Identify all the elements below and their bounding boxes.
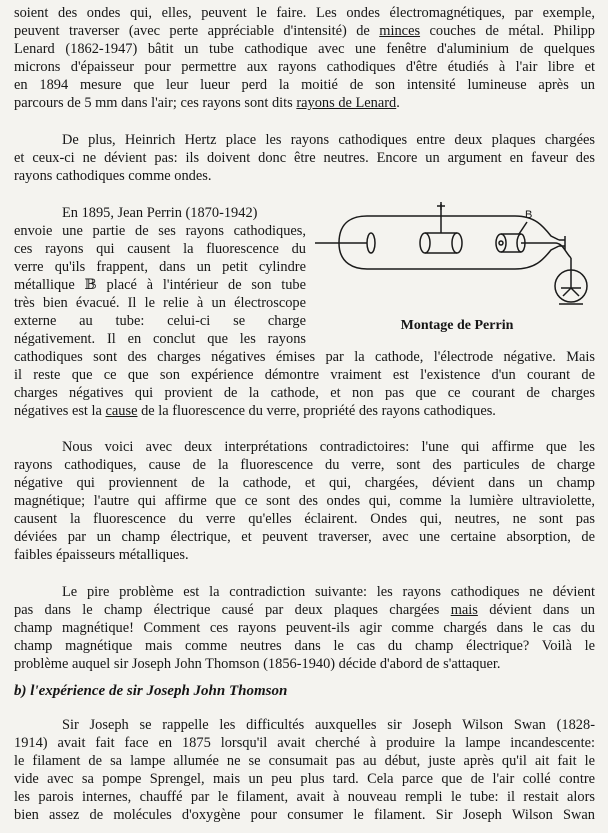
text-line: très bien évacué. Il le relie à un électroscope [14, 295, 306, 311]
text-line: le filament de sa lampe allumée ne se consumait pas au début, juste après qu'il ait fait le [14, 753, 595, 769]
text-line: verre qu'ils frappent, dans un petit cylindre [14, 259, 306, 275]
text-line: vide avec sa pompe Sprengel, mais un peu plus tard. Cela parce que de l'air collé contre [14, 771, 595, 787]
text-line: magnétique; l'autre qui affirme que ce sont des ondes qui, comme la lumière ultraviolette, [14, 493, 595, 509]
perrin-apparatus-figure [315, 202, 599, 334]
text-line: externe au tube: celui-ci se charge [14, 313, 306, 329]
text-line: ces rayons qui causent la fluorescence du [14, 241, 306, 257]
text-line: Le pire problème est la contradiction suivante: les rayons cathodiques ne dévient [62, 584, 595, 600]
text-line: microns d'épaisseur pour permettre aux rayons cathodiques d'être étudiés à l'air libre et [14, 59, 595, 75]
text-line: parcours de 5 mm dans l'air; ces rayons sont dits rayons de Lenard. [14, 95, 400, 111]
text-line: champ magnétique mais comme neutres dans le cas du champ électrique? Voilà le [14, 638, 595, 654]
text-line: envoie une partie de ses rayons cathodiques, [14, 223, 306, 239]
perrin-tube-diagram [315, 202, 599, 314]
label-b: B [525, 209, 533, 221]
text-line: problème auquel sir Joseph John Thomson (1856-1940) décide d'abord de s'attaquer. [14, 656, 501, 672]
figure-caption: Montage de Perrin [400, 318, 514, 333]
text-line: négativement. Il en conclut que les rayons [14, 331, 306, 347]
text-line: soient des ondes qui, elles, peuvent le faire. Les ondes électromagnétiques, par exemple, [14, 5, 595, 21]
text-line: et ceux-ci ne dévient pas: ils doivent donc être neutres. Encore un argument en faveur des [14, 150, 595, 166]
section-heading: b) l'expérience de sir Joseph John Thomson [14, 683, 288, 699]
text-line: déviées par un champ électrique, et peuvent traverser, avec une certaine absorption, de [14, 529, 595, 545]
text-line: champ magnétique! Comment ces rayons peuvent-ils agir comme chargés dans le cas du [14, 620, 595, 636]
text-line: De plus, Heinrich Hertz place les rayons cathodiques entre deux plaques chargées [62, 132, 595, 148]
underlined-word: minces [379, 23, 421, 39]
text-line: rayons cathodiques comme ondes. [14, 168, 212, 184]
underlined-word: cause [105, 403, 138, 419]
text-line: en 1894 mesure que leur lueur perd la moitié de son intensité lumineuse après un [14, 77, 595, 93]
text-line: négative qui proviennent de la cathode, et qui, chargées, dévient dans un champ [14, 475, 595, 491]
text-line: rayons cathodiques, cause de la fluorescence du verre, sont des particules de charge [14, 457, 595, 473]
text-line: Lenard (1862-1947) bâtit un tube cathodique avec une fenêtre d'aluminium de quelques [14, 41, 595, 57]
text-line: Sir Joseph se rappelle les difficultés auxquelles sir Joseph Wilson Swan (1828- [62, 717, 595, 733]
text-line: 1914) avait fait face en 1875 lorsqu'il avait cherché à produire la lampe incandescente: [14, 735, 595, 751]
text-line: négatives est la cause de la fluorescence du verre, propriété des rayons cathodiques. [14, 403, 496, 419]
text-line: faibles épaisseurs métalliques. [14, 547, 189, 563]
text-line: pas dans le champ électrique causé par deux plaques chargées mais dévient dans un [14, 602, 595, 618]
text-line: Nous voici avec deux interprétations contradictoires: l'une qui affirme que les [62, 439, 595, 455]
underlined-word: mais [450, 602, 478, 618]
text-line: cathodiques sont des charges négatives émises par la cathode, l'électrode négative. Mais [14, 349, 595, 365]
text-line: les parois internes, chauffé par le filament, avait à nouveau rempli le tube: il restait alors [14, 789, 595, 805]
text-line: causent la fluorescence du verre qu'elles éclairent. Ondes qui, neutres, ne sont pas [14, 511, 595, 527]
text-line: bien assez de molécules d'oxygène pour consumer le filament. Sir Joseph Wilson Swan [14, 807, 595, 823]
text-line: peuvent traverser (avec perte appréciable d'intensité) de minces couches de métal. Philipp [14, 23, 596, 39]
text-line: charges négatives qui provient de la cathode, et non pas que ce courant de charges [14, 385, 595, 401]
text-line: il reste que ce que son expérience démontre vraiment est l'existence d'un courant de [14, 367, 595, 383]
underlined-term: rayons de Lenard [296, 95, 397, 111]
text-line: En 1895, Jean Perrin (1870-1942) [62, 205, 258, 221]
text-line: métallique 𝔹 placé à l'intérieur de son tube [14, 277, 306, 293]
